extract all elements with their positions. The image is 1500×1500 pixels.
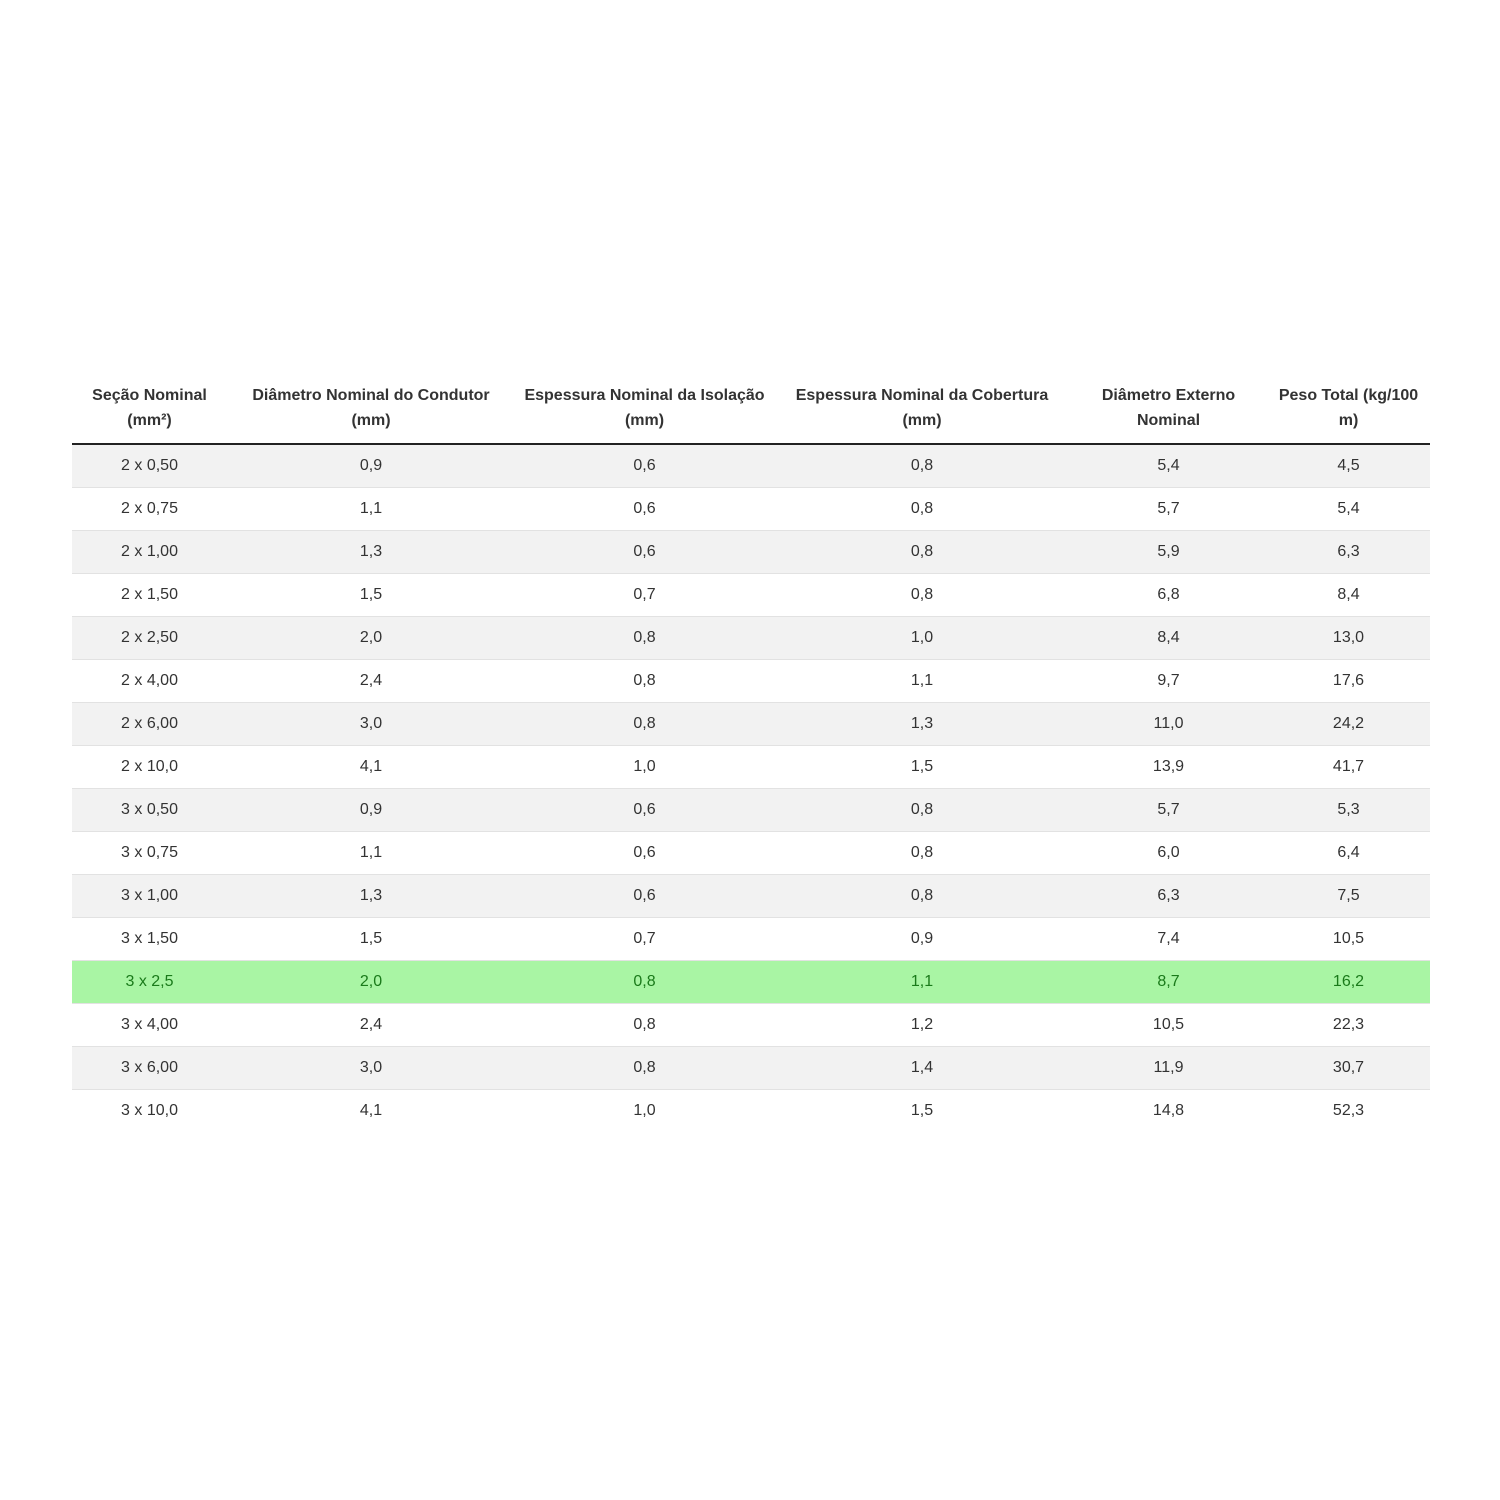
cable-specs-table — [72, 380, 1430, 1132]
header-espessura-cobertura: Espessura Nominal da Cobertura (mm) — [774, 380, 1070, 444]
cell-espessura-cobertura: 1,0 — [774, 617, 1070, 660]
cell-secao-nominal: 2 x 2,50 — [72, 617, 227, 660]
cell-espessura-isolacao: 0,8 — [515, 703, 774, 746]
cell-espessura-isolacao: 1,0 — [515, 1090, 774, 1133]
cell-diametro-externo: 5,7 — [1070, 488, 1267, 531]
table-row — [72, 444, 1430, 488]
cell-peso-total: 52,3 — [1267, 1090, 1430, 1133]
cell-diametro-condutor: 3,0 — [227, 703, 515, 746]
cell-espessura-isolacao: 0,6 — [515, 444, 774, 488]
header-diametro-condutor: Diâmetro Nominal do Condutor (mm) — [227, 380, 515, 444]
cell-espessura-cobertura: 0,8 — [774, 875, 1070, 918]
cell-espessura-cobertura: 1,1 — [774, 660, 1070, 703]
table-row — [72, 531, 1430, 574]
cell-secao-nominal: 3 x 10,0 — [72, 1090, 227, 1133]
cell-peso-total: 8,4 — [1267, 574, 1430, 617]
cell-diametro-condutor: 0,9 — [227, 789, 515, 832]
cell-espessura-isolacao: 0,8 — [515, 1047, 774, 1090]
cell-diametro-condutor: 2,0 — [227, 617, 515, 660]
cell-peso-total: 16,2 — [1267, 961, 1430, 1004]
cell-secao-nominal: 2 x 1,50 — [72, 574, 227, 617]
cell-diametro-condutor: 3,0 — [227, 1047, 515, 1090]
cell-espessura-cobertura: 0,8 — [774, 488, 1070, 531]
cell-diametro-externo: 5,4 — [1070, 444, 1267, 488]
table-row — [72, 660, 1430, 703]
table-row — [72, 617, 1430, 660]
cell-peso-total: 17,6 — [1267, 660, 1430, 703]
cell-secao-nominal: 3 x 1,00 — [72, 875, 227, 918]
cell-diametro-condutor: 1,3 — [227, 531, 515, 574]
cell-secao-nominal: 2 x 4,00 — [72, 660, 227, 703]
cell-diametro-externo: 6,0 — [1070, 832, 1267, 875]
cell-diametro-condutor: 2,4 — [227, 660, 515, 703]
cell-diametro-condutor: 4,1 — [227, 1090, 515, 1133]
cell-espessura-cobertura: 0,8 — [774, 832, 1070, 875]
table-row — [72, 832, 1430, 875]
cell-diametro-condutor: 2,4 — [227, 1004, 515, 1047]
cell-espessura-cobertura: 1,5 — [774, 1090, 1070, 1133]
cell-peso-total: 5,4 — [1267, 488, 1430, 531]
cell-secao-nominal: 3 x 4,00 — [72, 1004, 227, 1047]
cell-secao-nominal: 3 x 0,75 — [72, 832, 227, 875]
table-header — [72, 380, 1430, 444]
cell-diametro-externo: 14,8 — [1070, 1090, 1267, 1133]
cell-secao-nominal: 2 x 1,00 — [72, 531, 227, 574]
cell-espessura-cobertura: 0,8 — [774, 531, 1070, 574]
table-row — [72, 703, 1430, 746]
cell-secao-nominal: 2 x 0,75 — [72, 488, 227, 531]
cell-espessura-cobertura: 0,8 — [774, 574, 1070, 617]
table-row — [72, 746, 1430, 789]
cell-diametro-externo: 10,5 — [1070, 1004, 1267, 1047]
cell-espessura-isolacao: 1,0 — [515, 746, 774, 789]
table-row — [72, 1004, 1430, 1047]
table-row — [72, 1047, 1430, 1090]
cell-diametro-externo: 13,9 — [1070, 746, 1267, 789]
header-espessura-isolacao: Espessura Nominal da Isolação (mm) — [515, 380, 774, 444]
cell-peso-total: 30,7 — [1267, 1047, 1430, 1090]
table-row — [72, 488, 1430, 531]
cell-diametro-externo: 11,0 — [1070, 703, 1267, 746]
cable-specs-table-container — [72, 380, 1430, 1132]
cell-secao-nominal: 2 x 0,50 — [72, 444, 227, 488]
cell-diametro-condutor: 1,5 — [227, 918, 515, 961]
cell-diametro-externo: 6,3 — [1070, 875, 1267, 918]
cell-espessura-isolacao: 0,8 — [515, 660, 774, 703]
table-row — [72, 1090, 1430, 1133]
cell-peso-total: 5,3 — [1267, 789, 1430, 832]
table-row — [72, 789, 1430, 832]
cell-espessura-isolacao: 0,6 — [515, 875, 774, 918]
cell-peso-total: 6,4 — [1267, 832, 1430, 875]
cell-secao-nominal: 3 x 1,50 — [72, 918, 227, 961]
cell-diametro-externo: 11,9 — [1070, 1047, 1267, 1090]
cell-espessura-isolacao: 0,6 — [515, 531, 774, 574]
table-row — [72, 875, 1430, 918]
cell-secao-nominal: 3 x 2,5 — [72, 961, 227, 1004]
cell-espessura-isolacao: 0,7 — [515, 918, 774, 961]
cell-diametro-externo: 8,7 — [1070, 961, 1267, 1004]
cell-diametro-condutor: 1,1 — [227, 488, 515, 531]
cell-espessura-isolacao: 0,7 — [515, 574, 774, 617]
cell-secao-nominal: 3 x 0,50 — [72, 789, 227, 832]
cell-peso-total: 10,5 — [1267, 918, 1430, 961]
cell-diametro-externo: 7,4 — [1070, 918, 1267, 961]
cell-peso-total: 22,3 — [1267, 1004, 1430, 1047]
table-body — [72, 444, 1430, 1132]
cell-espessura-cobertura: 1,2 — [774, 1004, 1070, 1047]
cell-peso-total: 13,0 — [1267, 617, 1430, 660]
cell-espessura-isolacao: 0,8 — [515, 961, 774, 1004]
cell-espessura-isolacao: 0,6 — [515, 488, 774, 531]
cell-diametro-condutor: 0,9 — [227, 444, 515, 488]
cell-espessura-cobertura: 1,1 — [774, 961, 1070, 1004]
cell-espessura-cobertura: 0,8 — [774, 789, 1070, 832]
cell-diametro-externo: 5,9 — [1070, 531, 1267, 574]
cell-espessura-cobertura: 1,3 — [774, 703, 1070, 746]
cell-peso-total: 7,5 — [1267, 875, 1430, 918]
cell-espessura-isolacao: 0,6 — [515, 832, 774, 875]
cell-diametro-condutor: 1,1 — [227, 832, 515, 875]
cell-espessura-cobertura: 0,9 — [774, 918, 1070, 961]
cell-peso-total: 4,5 — [1267, 444, 1430, 488]
cell-espessura-isolacao: 0,8 — [515, 1004, 774, 1047]
table-row — [72, 918, 1430, 961]
cell-espessura-isolacao: 0,8 — [515, 617, 774, 660]
cell-diametro-externo: 8,4 — [1070, 617, 1267, 660]
cell-diametro-externo: 9,7 — [1070, 660, 1267, 703]
table-row-highlighted — [72, 961, 1430, 1004]
cell-peso-total: 6,3 — [1267, 531, 1430, 574]
header-secao-nominal: Seção Nominal (mm²) — [72, 380, 227, 444]
cell-diametro-condutor: 1,5 — [227, 574, 515, 617]
cell-diametro-condutor: 2,0 — [227, 961, 515, 1004]
cell-espessura-cobertura: 0,8 — [774, 444, 1070, 488]
cell-secao-nominal: 2 x 10,0 — [72, 746, 227, 789]
header-peso-total: Peso Total (kg/100 m) — [1267, 380, 1430, 444]
cell-espessura-cobertura: 1,4 — [774, 1047, 1070, 1090]
cell-diametro-externo: 5,7 — [1070, 789, 1267, 832]
cell-secao-nominal: 3 x 6,00 — [72, 1047, 227, 1090]
table-row — [72, 574, 1430, 617]
cell-espessura-cobertura: 1,5 — [774, 746, 1070, 789]
header-row — [72, 380, 1430, 444]
cell-diametro-condutor: 4,1 — [227, 746, 515, 789]
cell-peso-total: 41,7 — [1267, 746, 1430, 789]
cell-espessura-isolacao: 0,6 — [515, 789, 774, 832]
cell-secao-nominal: 2 x 6,00 — [72, 703, 227, 746]
cell-diametro-externo: 6,8 — [1070, 574, 1267, 617]
cell-diametro-condutor: 1,3 — [227, 875, 515, 918]
header-diametro-externo: Diâmetro Externo Nominal — [1070, 380, 1267, 444]
cell-peso-total: 24,2 — [1267, 703, 1430, 746]
